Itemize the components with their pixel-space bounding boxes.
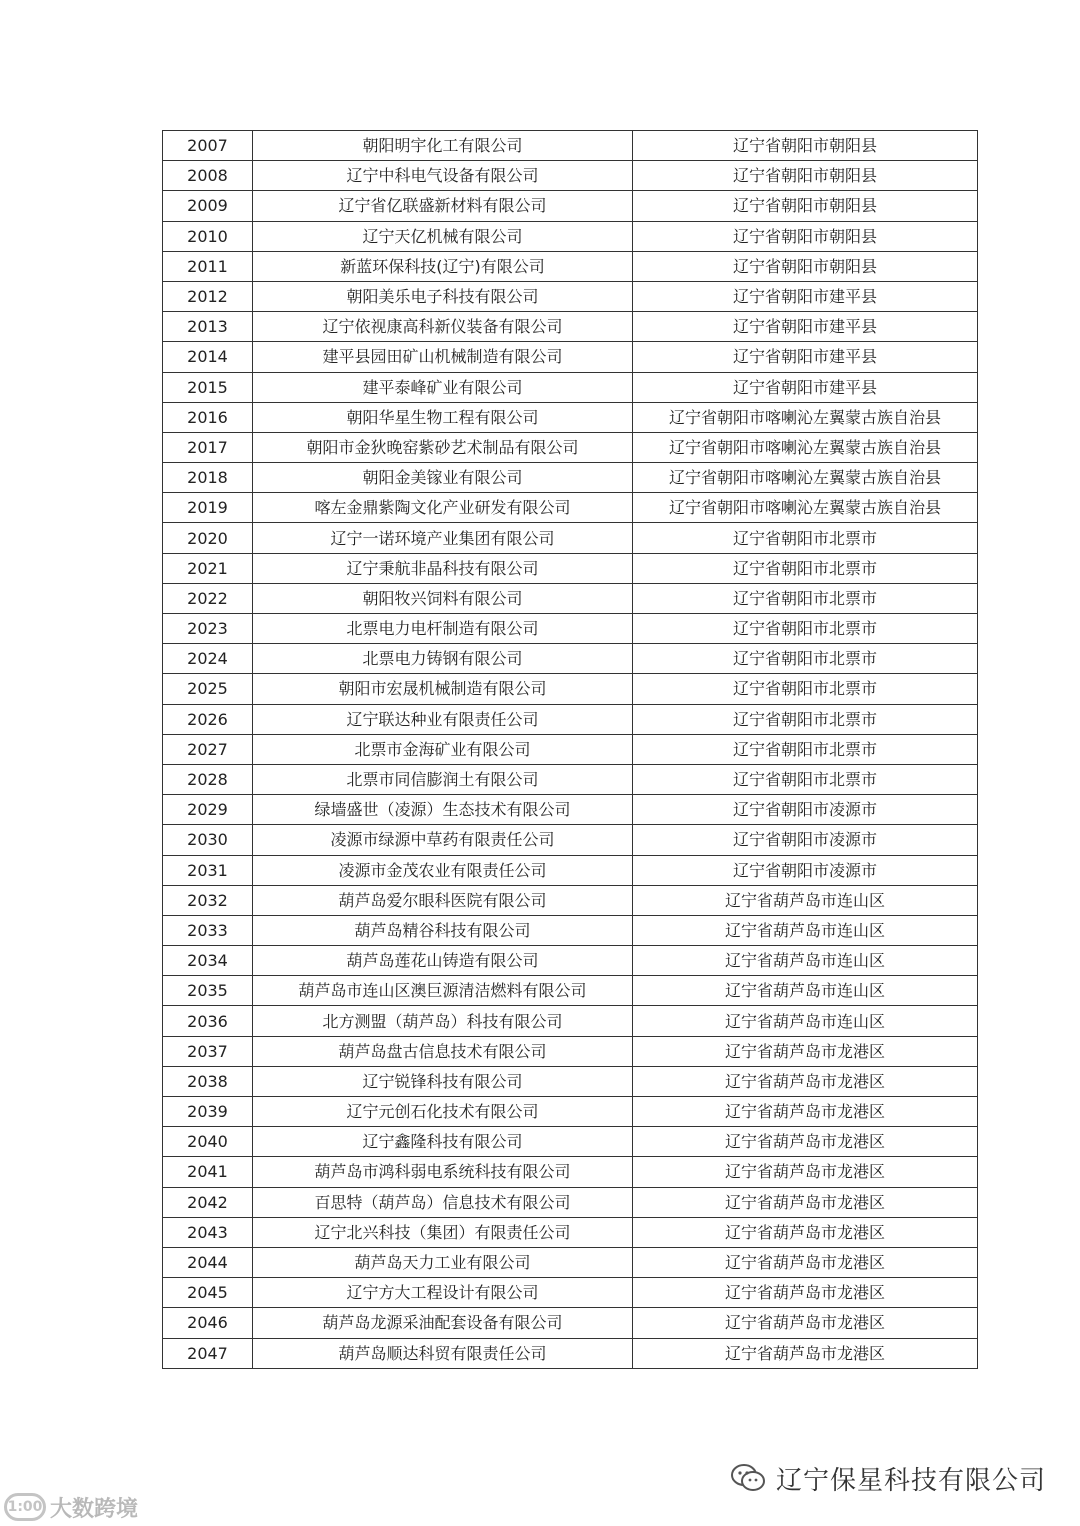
company-table: [162, 130, 978, 1369]
table-row: [163, 825, 978, 855]
region-cell: 辽宁省葫芦岛市连山区: [633, 946, 978, 976]
row-number-cell: 2044: [163, 1247, 253, 1277]
row-number-cell: 2040: [163, 1127, 253, 1157]
company-name-cell: 辽宁天亿机械有限公司: [253, 221, 633, 251]
company-name-cell: 建平县园田矿山机械制造有限公司: [253, 342, 633, 372]
region-cell: 辽宁省朝阳市朝阳县: [633, 191, 978, 221]
table-row: [163, 161, 978, 191]
table-row: [163, 1217, 978, 1247]
company-name-cell: 辽宁鑫隆科技有限公司: [253, 1127, 633, 1157]
row-number-cell: 2020: [163, 523, 253, 553]
table-row: [163, 795, 978, 825]
row-number-cell: 2023: [163, 614, 253, 644]
row-number-cell: 2008: [163, 161, 253, 191]
region-cell: 辽宁省朝阳市喀喇沁左翼蒙古族自治县: [633, 432, 978, 462]
row-number-cell: 2015: [163, 372, 253, 402]
table-row: [163, 1066, 978, 1096]
table-row: [163, 221, 978, 251]
row-number-cell: 2035: [163, 976, 253, 1006]
region-cell: 辽宁省朝阳市朝阳县: [633, 131, 978, 161]
company-name-cell: 葫芦岛盘古信息技术有限公司: [253, 1036, 633, 1066]
table-row: [163, 674, 978, 704]
company-name-cell: 喀左金鼎紫陶文化产业研发有限公司: [253, 493, 633, 523]
watermark-logo-icon: 1:00: [4, 1493, 46, 1521]
row-number-cell: 2024: [163, 644, 253, 674]
row-number-cell: 2037: [163, 1036, 253, 1066]
table-row: [163, 1247, 978, 1277]
company-name-cell: 朝阳金美镓业有限公司: [253, 463, 633, 493]
region-cell: 辽宁省朝阳市喀喇沁左翼蒙古族自治县: [633, 402, 978, 432]
row-number-cell: 2019: [163, 493, 253, 523]
table-row: [163, 131, 978, 161]
row-number-cell: 2007: [163, 131, 253, 161]
region-cell: 辽宁省朝阳市北票市: [633, 704, 978, 734]
table-row: [163, 372, 978, 402]
table-row: [163, 1308, 978, 1338]
table-row: [163, 432, 978, 462]
table-row: [163, 1187, 978, 1217]
region-cell: 辽宁省葫芦岛市龙港区: [633, 1338, 978, 1368]
row-number-cell: 2045: [163, 1278, 253, 1308]
table-row: [163, 1127, 978, 1157]
row-number-cell: 2027: [163, 734, 253, 764]
region-cell: 辽宁省朝阳市建平县: [633, 312, 978, 342]
table-row: [163, 1278, 978, 1308]
table-row: [163, 523, 978, 553]
row-number-cell: 2021: [163, 553, 253, 583]
table-row: [163, 281, 978, 311]
row-number-cell: 2014: [163, 342, 253, 372]
row-number-cell: 2028: [163, 764, 253, 794]
table-row: [163, 976, 978, 1006]
company-name-cell: 北方测盟（葫芦岛）科技有限公司: [253, 1006, 633, 1036]
watermark-account-name: 辽宁保星科技有限公司: [776, 1465, 1047, 1496]
region-cell: 辽宁省葫芦岛市连山区: [633, 1006, 978, 1036]
company-name-cell: 辽宁方大工程设计有限公司: [253, 1278, 633, 1308]
table-row: [163, 1338, 978, 1368]
company-name-cell: 绿墙盛世（凌源）生态技术有限公司: [253, 795, 633, 825]
company-name-cell: 辽宁元创石化技术有限公司: [253, 1097, 633, 1127]
region-cell: 辽宁省朝阳市北票市: [633, 644, 978, 674]
company-name-cell: 辽宁依视康高科新仪装备有限公司: [253, 312, 633, 342]
region-cell: 辽宁省葫芦岛市龙港区: [633, 1247, 978, 1277]
company-name-cell: 北票电力电杆制造有限公司: [253, 614, 633, 644]
row-number-cell: 2017: [163, 432, 253, 462]
table-row: [163, 1097, 978, 1127]
row-number-cell: 2034: [163, 946, 253, 976]
table-row: [163, 493, 978, 523]
row-number-cell: 2042: [163, 1187, 253, 1217]
company-name-cell: 辽宁北兴科技（集团）有限责任公司: [253, 1217, 633, 1247]
company-name-cell: 辽宁中科电气设备有限公司: [253, 161, 633, 191]
region-cell: 辽宁省朝阳市建平县: [633, 281, 978, 311]
row-number-cell: 2033: [163, 915, 253, 945]
region-cell: 辽宁省朝阳市朝阳县: [633, 221, 978, 251]
company-name-cell: 辽宁联达种业有限责任公司: [253, 704, 633, 734]
company-name-cell: 葫芦岛市连山区澳巨源清洁燃料有限公司: [253, 976, 633, 1006]
table-row: [163, 764, 978, 794]
region-cell: 辽宁省朝阳市朝阳县: [633, 251, 978, 281]
row-number-cell: 2022: [163, 583, 253, 613]
region-cell: 辽宁省朝阳市建平县: [633, 342, 978, 372]
row-number-cell: 2043: [163, 1217, 253, 1247]
row-number-cell: 2025: [163, 674, 253, 704]
company-name-cell: 葫芦岛市鸿科弱电系统科技有限公司: [253, 1157, 633, 1187]
company-name-cell: 朝阳华星生物工程有限公司: [253, 402, 633, 432]
company-name-cell: 葫芦岛莲花山铸造有限公司: [253, 946, 633, 976]
company-name-cell: 葫芦岛爱尔眼科医院有限公司: [253, 885, 633, 915]
table-row: [163, 342, 978, 372]
region-cell: 辽宁省葫芦岛市龙港区: [633, 1187, 978, 1217]
region-cell: 辽宁省葫芦岛市龙港区: [633, 1036, 978, 1066]
table-row: [163, 644, 978, 674]
region-cell: 辽宁省朝阳市喀喇沁左翼蒙古族自治县: [633, 463, 978, 493]
company-name-cell: 辽宁锐锋科技有限公司: [253, 1066, 633, 1096]
region-cell: 辽宁省朝阳市朝阳县: [633, 161, 978, 191]
table-row: [163, 704, 978, 734]
region-cell: 辽宁省葫芦岛市龙港区: [633, 1308, 978, 1338]
company-name-cell: 辽宁一诺环境产业集团有限公司: [253, 523, 633, 553]
company-name-cell: 朝阳市金狄晚窑紫砂艺术制品有限公司: [253, 432, 633, 462]
table-row: [163, 312, 978, 342]
region-cell: 辽宁省葫芦岛市连山区: [633, 915, 978, 945]
watermark-dashukuajing: [4, 1490, 138, 1524]
row-number-cell: 2009: [163, 191, 253, 221]
table-row: [163, 946, 978, 976]
region-cell: 辽宁省葫芦岛市龙港区: [633, 1278, 978, 1308]
region-cell: 辽宁省葫芦岛市龙港区: [633, 1066, 978, 1096]
table-row: [163, 855, 978, 885]
company-name-cell: 辽宁省亿联盛新材料有限公司: [253, 191, 633, 221]
row-number-cell: 2010: [163, 221, 253, 251]
table-row: [163, 885, 978, 915]
table-row: [163, 1157, 978, 1187]
row-number-cell: 2046: [163, 1308, 253, 1338]
row-number-cell: 2038: [163, 1066, 253, 1096]
region-cell: 辽宁省葫芦岛市连山区: [633, 885, 978, 915]
table-row: [163, 915, 978, 945]
row-number-cell: 2032: [163, 885, 253, 915]
region-cell: 辽宁省朝阳市喀喇沁左翼蒙古族自治县: [633, 493, 978, 523]
company-name-cell: 朝阳美乐电子科技有限公司: [253, 281, 633, 311]
row-number-cell: 2031: [163, 855, 253, 885]
table-row: [163, 191, 978, 221]
row-number-cell: 2029: [163, 795, 253, 825]
region-cell: 辽宁省葫芦岛市龙港区: [633, 1127, 978, 1157]
table-row: [163, 1036, 978, 1066]
row-number-cell: 2012: [163, 281, 253, 311]
region-cell: 辽宁省朝阳市北票市: [633, 583, 978, 613]
table-row: [163, 1006, 978, 1036]
region-cell: 辽宁省朝阳市北票市: [633, 523, 978, 553]
company-name-cell: 葫芦岛龙源采油配套设备有限公司: [253, 1308, 633, 1338]
company-name-cell: 凌源市金茂农业有限责任公司: [253, 855, 633, 885]
row-number-cell: 2030: [163, 825, 253, 855]
table-row: [163, 614, 978, 644]
row-number-cell: 2013: [163, 312, 253, 342]
table-row: [163, 734, 978, 764]
region-cell: 辽宁省朝阳市北票市: [633, 764, 978, 794]
company-name-cell: 朝阳牧兴饲料有限公司: [253, 583, 633, 613]
row-number-cell: 2036: [163, 1006, 253, 1036]
company-name-cell: 新蓝环保科技(辽宁)有限公司: [253, 251, 633, 281]
region-cell: 辽宁省葫芦岛市龙港区: [633, 1157, 978, 1187]
company-name-cell: 北票市同信膨润土有限公司: [253, 764, 633, 794]
row-number-cell: 2016: [163, 402, 253, 432]
region-cell: 辽宁省朝阳市北票市: [633, 553, 978, 583]
region-cell: 辽宁省朝阳市北票市: [633, 614, 978, 644]
company-name-cell: 凌源市绿源中草药有限责任公司: [253, 825, 633, 855]
region-cell: 辽宁省葫芦岛市龙港区: [633, 1217, 978, 1247]
row-number-cell: 2011: [163, 251, 253, 281]
watermark-account: [730, 1458, 1046, 1498]
company-name-cell: 朝阳明宇化工有限公司: [253, 131, 633, 161]
row-number-cell: 2018: [163, 463, 253, 493]
company-name-cell: 朝阳市宏晟机械制造有限公司: [253, 674, 633, 704]
region-cell: 辽宁省葫芦岛市龙港区: [633, 1097, 978, 1127]
row-number-cell: 2047: [163, 1338, 253, 1368]
row-number-cell: 2039: [163, 1097, 253, 1127]
company-name-cell: 北票电力铸钢有限公司: [253, 644, 633, 674]
table-row: [163, 463, 978, 493]
company-name-cell: 葫芦岛天力工业有限公司: [253, 1247, 633, 1277]
region-cell: 辽宁省朝阳市建平县: [633, 372, 978, 402]
company-name-cell: 辽宁秉航非晶科技有限公司: [253, 553, 633, 583]
company-name-cell: 北票市金海矿业有限公司: [253, 734, 633, 764]
table-row: [163, 583, 978, 613]
table-row: [163, 553, 978, 583]
wechat-icon: [730, 1463, 766, 1493]
company-table-body: [163, 131, 978, 1369]
region-cell: 辽宁省朝阳市凌源市: [633, 855, 978, 885]
company-list-sheet: [162, 130, 976, 1369]
company-name-cell: 建平泰峰矿业有限公司: [253, 372, 633, 402]
region-cell: 辽宁省朝阳市北票市: [633, 734, 978, 764]
region-cell: 辽宁省朝阳市北票市: [633, 674, 978, 704]
row-number-cell: 2026: [163, 704, 253, 734]
table-row: [163, 402, 978, 432]
company-name-cell: 百思特（葫芦岛）信息技术有限公司: [253, 1187, 633, 1217]
region-cell: 辽宁省朝阳市凌源市: [633, 825, 978, 855]
region-cell: 辽宁省葫芦岛市连山区: [633, 976, 978, 1006]
row-number-cell: 2041: [163, 1157, 253, 1187]
table-row: [163, 251, 978, 281]
watermark-left-text: 大数跨境: [50, 1496, 139, 1522]
company-name-cell: 葫芦岛顺达科贸有限责任公司: [253, 1338, 633, 1368]
region-cell: 辽宁省朝阳市凌源市: [633, 795, 978, 825]
company-name-cell: 葫芦岛精谷科技有限公司: [253, 915, 633, 945]
